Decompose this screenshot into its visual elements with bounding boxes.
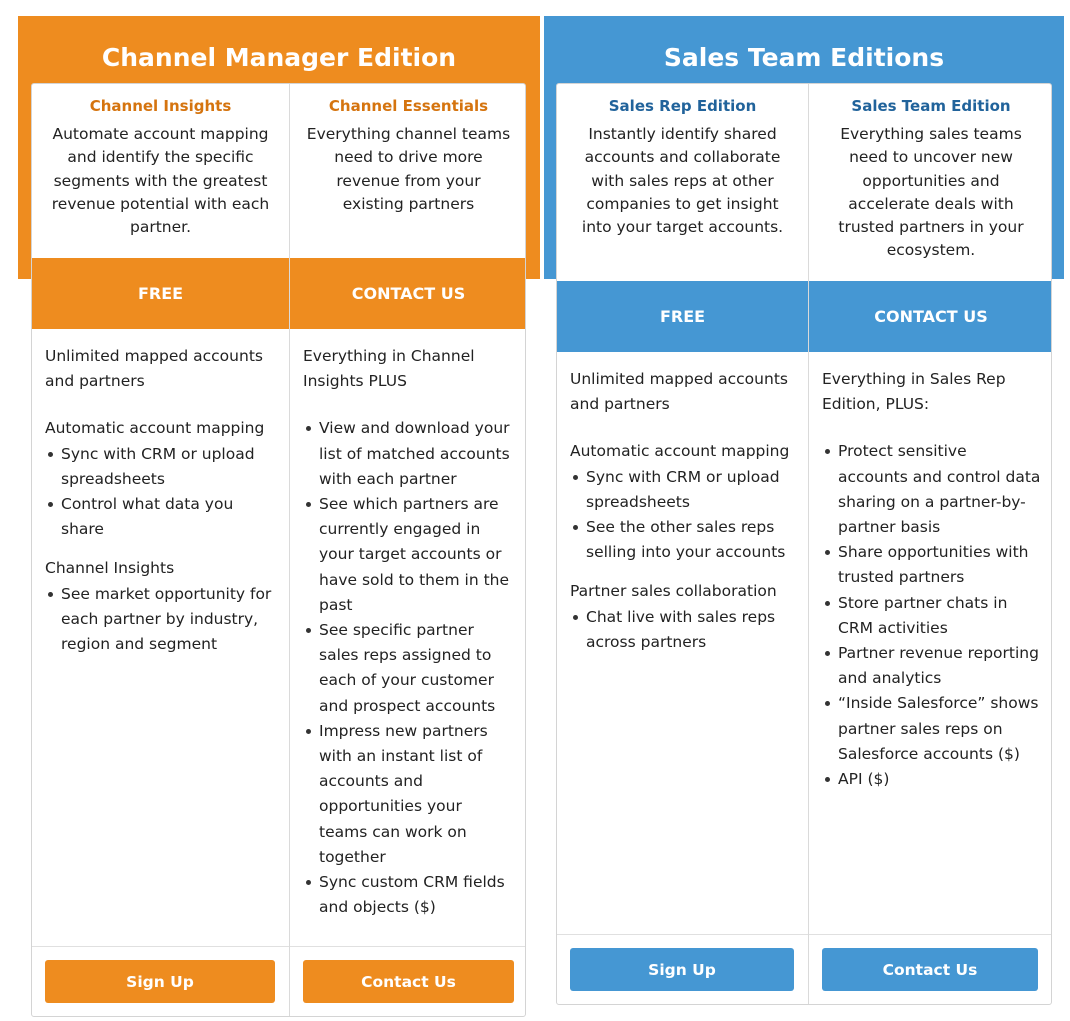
- price-label: CONTACT US: [874, 307, 988, 326]
- plan-name: Channel Insights: [89, 97, 232, 115]
- feature-heading: Unlimited mapped accounts and partners: [45, 347, 263, 391]
- feature-item: Share opportunities with trusted partners: [838, 540, 1041, 590]
- channel-manager-card: [31, 83, 526, 1017]
- feature-item: Chat live with sales reps across partners: [586, 605, 796, 655]
- feature-item: Impress new partners with an instant list of accounts and opportunities your teams can work on together: [319, 719, 515, 870]
- feature-item: See which partners are currently engaged in your target accounts or have sold to them in the past: [319, 492, 515, 618]
- plan-price: [557, 281, 808, 352]
- plan-name: Sales Team Edition: [851, 97, 1011, 115]
- feature-heading: Unlimited mapped accounts and partners: [570, 370, 788, 414]
- feature-item: API ($): [838, 767, 1041, 792]
- feature-heading: Channel Insights: [45, 559, 175, 578]
- feature-heading: Partner sales collaboration: [570, 582, 777, 601]
- price-label: CONTACT US: [351, 284, 466, 303]
- feature-item: See specific partner sales reps assigned to each of your customer and prospect accounts: [319, 618, 515, 719]
- feature-item: Protect sensitive accounts and control data sharing on a partner-by-partner basis: [838, 439, 1041, 540]
- feature-item: Store partner chats in CRM activities: [838, 591, 1041, 641]
- plan-description: Everything channel teams need to drive more revenue from your existing partners: [306, 125, 511, 213]
- feature-list: [290, 344, 526, 920]
- plan-sales-team-edition: [808, 84, 1052, 1004]
- plan-name: Sales Rep Edition: [608, 97, 757, 115]
- feature-heading: Everything in Channel Insights PLUS: [303, 347, 475, 391]
- contact-us-button[interactable]: Contact Us: [303, 960, 514, 1003]
- plan-price: [32, 258, 289, 329]
- feature-item: Partner revenue reporting and analytics: [838, 641, 1041, 691]
- sign-up-button[interactable]: Sign Up: [570, 948, 794, 991]
- feature-item: See the other sales reps selling into your accounts: [586, 515, 796, 565]
- sales-team-title: Sales Team Editions: [663, 43, 945, 72]
- contact-us-button[interactable]: Contact Us: [822, 948, 1038, 991]
- feature-item: Sync with CRM or upload spreadsheets: [586, 465, 796, 515]
- sales-team-card: [556, 83, 1052, 1005]
- plan-channel-essentials: [289, 84, 526, 1016]
- price-label: FREE: [659, 307, 706, 326]
- plan-channel-insights: [32, 84, 289, 1016]
- price-label: FREE: [137, 284, 184, 303]
- plan-name: Channel Essentials: [328, 97, 489, 115]
- feature-item: Control what data you share: [61, 492, 277, 542]
- feature-item: See market opportunity for each partner by industry, region and segment: [61, 582, 277, 658]
- plan-description: Everything sales teams need to uncover new opportunities and accelerate deals with trusted partners in your ecosystem.: [838, 125, 1024, 260]
- feature-heading: Everything in Sales Rep Edition, PLUS:: [822, 370, 1006, 414]
- channel-manager-title: Channel Manager Edition: [101, 43, 457, 72]
- feature-list: [557, 367, 808, 655]
- feature-item: Sync with CRM or upload spreadsheets: [61, 442, 277, 492]
- plan-price: [290, 258, 526, 329]
- plan-description: Automate account mapping and identify the specific segments with the greatest revenue potential with each partner.: [51, 125, 270, 237]
- sign-up-button[interactable]: Sign Up: [45, 960, 275, 1003]
- feature-heading: Automatic account mapping: [570, 442, 790, 461]
- feature-list: [32, 344, 289, 657]
- feature-item: View and download your list of matched accounts with each partner: [319, 416, 515, 492]
- plan-description: Instantly identify shared accounts and collaborate with sales reps at other companies to get insight into your target accounts.: [581, 125, 784, 237]
- feature-item: Sync custom CRM fields and objects ($): [319, 870, 515, 920]
- plan-sales-rep-edition: [557, 84, 808, 1004]
- plan-price: [809, 281, 1052, 352]
- feature-item: “Inside Salesforce” shows partner sales reps on Salesforce accounts ($): [838, 691, 1041, 767]
- feature-heading: Automatic account mapping: [45, 419, 265, 438]
- feature-list: [809, 367, 1052, 792]
